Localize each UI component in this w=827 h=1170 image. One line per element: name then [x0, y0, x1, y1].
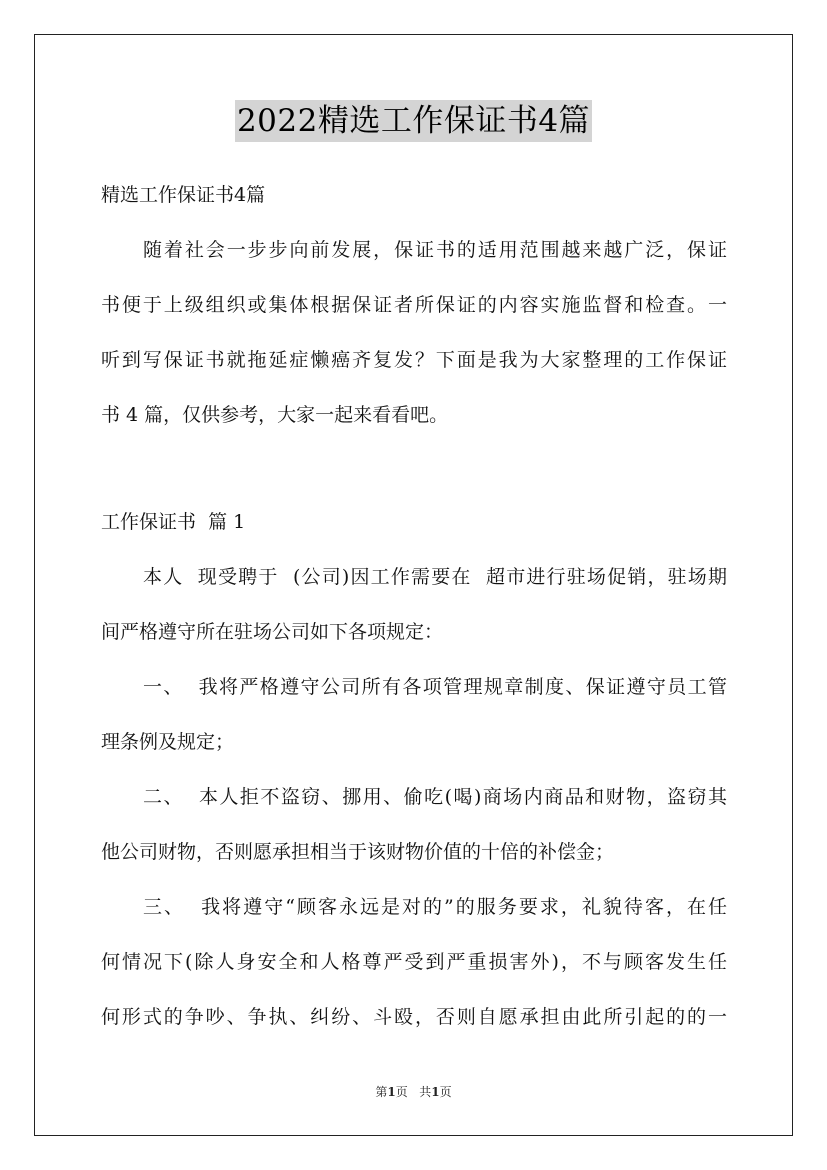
page-footer [0, 1083, 827, 1100]
body-line: 三、 我将遵守“顾客永远是对的”的服务要求，礼貌待客，在任 [143, 896, 727, 918]
document-title: 2022精选工作保证书4篇 [235, 100, 592, 142]
footer-page-suffix: 页 [439, 1085, 452, 1099]
body-line: 何形式的争吵、争执、纠纷、斗殴，否则自愿承担由此所引起的的一 [101, 1006, 727, 1028]
body-line: 二、 本人拒不盗窃、挪用、偷吃(喝)商场内商品和财物，盗窃其 [143, 786, 727, 808]
intro-line: 随着社会一步步向前发展，保证书的适用范围越来越广泛，保证 [143, 239, 727, 261]
intro-line: 听到写保证书就拖延症懒癌齐复发？下面是我为大家整理的工作保证 [101, 349, 727, 371]
footer-page-mid: 页 共 [395, 1085, 432, 1099]
document-subtitle: 精选工作保证书4篇 [101, 184, 266, 206]
paragraph-gap [101, 443, 727, 495]
intro-line: 书 4 篇，仅供参考，大家一起来看看吧。 [101, 404, 449, 426]
body-line: 一、 我将严格遵守公司所有各项管理规章制度、保证遵守员工管 [143, 676, 727, 698]
footer-page-prefix: 第 [375, 1085, 388, 1099]
body-line: 他公司财物，否则愿承担相当于该财物价值的十倍的补偿金； [101, 841, 615, 863]
body-line: 本人 现受聘于 (公司)因工作需要在 超市进行驻场促销，驻场期 [143, 566, 727, 588]
title-container [0, 100, 827, 142]
document-body [101, 168, 727, 1045]
intro-line: 书便于上级组织或集体根据保证者所保证的内容实施监督和检查。一 [101, 294, 727, 316]
body-line: 间严格遵守所在驻场公司如下各项规定： [101, 621, 444, 643]
footer-page-current: 1 [387, 1085, 396, 1099]
footer-page-total: 1 [431, 1085, 440, 1099]
section-heading: 工作保证书 篇 1 [101, 511, 246, 533]
body-line: 何情况下(除人身安全和人格尊严受到严重损害外)，不与顾客发生任 [101, 951, 727, 973]
body-line: 理条例及规定； [101, 731, 235, 753]
